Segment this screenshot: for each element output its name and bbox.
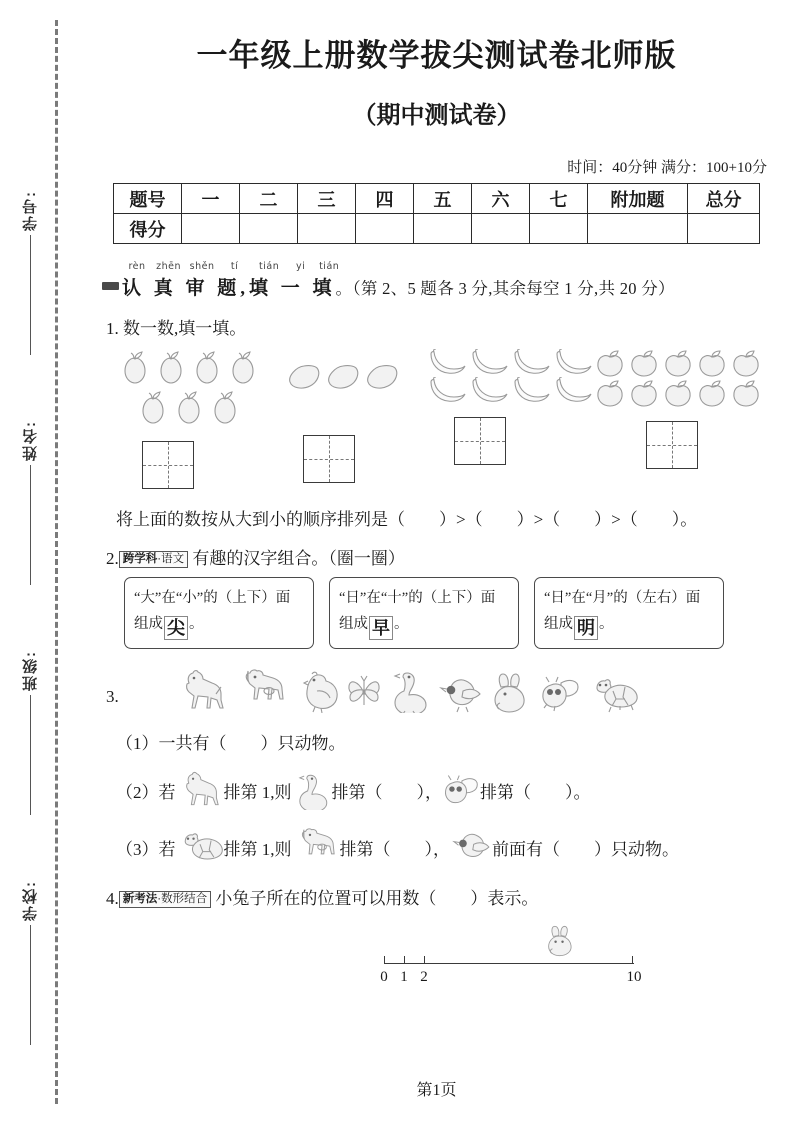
write-rule bbox=[30, 695, 31, 815]
score-cell[interactable] bbox=[298, 214, 356, 244]
margin-field-name bbox=[8, 420, 52, 585]
hanzi-result-char: 明 bbox=[574, 616, 598, 640]
pinyin-syllable: tián bbox=[319, 261, 340, 272]
bee-icon bbox=[442, 771, 480, 809]
apple-icon bbox=[628, 379, 661, 407]
score-cell[interactable] bbox=[472, 214, 530, 244]
number-line-label-10: 10 bbox=[626, 969, 642, 985]
banana-icon bbox=[470, 377, 510, 403]
mango-icon bbox=[287, 363, 323, 391]
number-line-label-0: 0 bbox=[380, 969, 388, 985]
hanzi-card[interactable] bbox=[329, 577, 519, 649]
pinyin-syllable: zhēn bbox=[156, 261, 181, 272]
q1-answer-box-mango[interactable] bbox=[303, 435, 355, 483]
table-row bbox=[114, 214, 760, 244]
number-line[interactable] bbox=[380, 963, 642, 985]
margin-field-label: 学号: bbox=[21, 190, 39, 231]
q3-animal-row bbox=[175, 667, 639, 713]
question-text: 有趣的汉字组合。（圈一圈） bbox=[192, 549, 405, 568]
q3-sub-1 bbox=[116, 729, 775, 754]
q3-sub-2 bbox=[116, 770, 775, 810]
number-line-tick bbox=[632, 956, 633, 964]
number-line-label-1: 1 bbox=[400, 969, 408, 985]
fruit-row bbox=[118, 349, 273, 387]
bird-icon bbox=[450, 830, 492, 864]
score-cell[interactable] bbox=[688, 214, 760, 244]
page-title: 一年级上册数学拔尖测试卷北师版 bbox=[196, 38, 677, 73]
chicken-icon bbox=[295, 669, 341, 713]
banana-icon bbox=[470, 349, 510, 375]
table-row bbox=[114, 184, 760, 214]
fruit-row bbox=[594, 349, 763, 377]
hanzi-result-char: 早 bbox=[369, 616, 393, 640]
sub-label: （1） bbox=[116, 734, 159, 753]
margin-field-label: 姓名: bbox=[21, 420, 39, 461]
horse-icon bbox=[176, 771, 224, 809]
question-1 bbox=[106, 314, 775, 530]
left-margin bbox=[0, 0, 80, 1122]
sub-mid-2[interactable]: 排第（ ）， bbox=[339, 839, 450, 859]
fruit-group-apple bbox=[594, 349, 763, 489]
exam-meta: 时间：40分钟 满分：100+10分 bbox=[567, 160, 767, 176]
pear-icon bbox=[136, 389, 170, 427]
score-cell[interactable] bbox=[182, 214, 240, 244]
question-4 bbox=[106, 884, 775, 1001]
sub-prefix: 若 bbox=[158, 839, 176, 859]
fruit-row bbox=[428, 377, 594, 403]
apple-icon bbox=[696, 349, 729, 377]
question-number: 4. bbox=[106, 889, 119, 908]
pear-icon bbox=[226, 349, 260, 387]
number-line-axis bbox=[380, 963, 642, 985]
banana-icon bbox=[554, 349, 594, 375]
mango-icon bbox=[326, 363, 362, 391]
hanzi-card-prefix: “日”在“十”的（上下）面组成 bbox=[339, 590, 496, 632]
score-table-col-extra: 附加题 bbox=[588, 184, 688, 214]
exam-page bbox=[80, 0, 793, 1122]
question-text: 数一数,填一填。 bbox=[123, 319, 247, 338]
apple-icon bbox=[628, 349, 661, 377]
fruit-group-mango bbox=[273, 349, 428, 489]
hanzi-card-suffix: 。 bbox=[394, 616, 409, 632]
turtle-icon bbox=[587, 675, 639, 713]
fruit-row bbox=[136, 389, 273, 427]
goose-icon bbox=[387, 667, 431, 713]
banana-icon bbox=[428, 349, 468, 375]
sub-mid-3[interactable]: 前面有（ ）只动物。 bbox=[492, 839, 679, 859]
apple-icon bbox=[730, 379, 763, 407]
margin-field-student-id bbox=[8, 190, 52, 355]
score-table-col-1: 一 bbox=[182, 184, 240, 214]
badge-bold-text: 新考法 bbox=[122, 893, 158, 905]
sub-label: （3） bbox=[116, 839, 159, 859]
cross-subject-badge bbox=[119, 551, 188, 568]
goose-icon bbox=[292, 770, 332, 810]
pear-icon bbox=[190, 349, 224, 387]
score-cell[interactable] bbox=[588, 214, 688, 244]
question-number: 1. bbox=[106, 319, 119, 338]
q4-number-line-wrap bbox=[106, 915, 775, 1001]
mango-icon bbox=[365, 363, 401, 391]
fruit-row bbox=[428, 349, 594, 375]
write-rule bbox=[30, 235, 31, 355]
question-text[interactable]: 小兔子所在的位置可以用数（ ）表示。 bbox=[215, 889, 539, 908]
number-line-tick bbox=[404, 956, 405, 964]
page-subtitle: （期中测试卷） bbox=[352, 103, 521, 129]
fruit-group-pear bbox=[118, 349, 273, 489]
sub-prefix: 若 bbox=[158, 782, 176, 802]
apple-icon bbox=[662, 379, 695, 407]
cow-icon bbox=[235, 669, 289, 713]
bee-icon bbox=[539, 673, 581, 713]
pear-icon bbox=[154, 349, 188, 387]
badge-bold-text: 跨学科 bbox=[122, 553, 158, 565]
q1-fruit-groups bbox=[118, 349, 763, 489]
pear-icon bbox=[118, 349, 152, 387]
q1-answer-box-pear[interactable] bbox=[142, 441, 194, 489]
horse-icon bbox=[175, 669, 229, 713]
sub-mid-1: 排第 1,则 bbox=[223, 839, 292, 859]
pinyin-syllable: tí bbox=[230, 261, 239, 272]
score-table-col-total: 总分 bbox=[688, 184, 760, 214]
sub-text[interactable]: 一共有（ ）只动物。 bbox=[158, 734, 346, 753]
hanzi-card-prefix: “日”在“月”的（左右）面组成 bbox=[544, 590, 701, 632]
score-cell[interactable] bbox=[356, 214, 414, 244]
score-table-col-6: 六 bbox=[472, 184, 530, 214]
score-table-col-5: 五 bbox=[414, 184, 472, 214]
score-table-col-7: 七 bbox=[530, 184, 588, 214]
pinyin-syllable: yi bbox=[296, 261, 306, 272]
margin-dashed-divider bbox=[55, 20, 58, 1104]
rabbit-icon bbox=[544, 921, 578, 961]
section-title: 认 真 审 题,填 一 填 bbox=[122, 278, 336, 299]
bird-icon bbox=[437, 675, 483, 713]
number-line-tick bbox=[384, 956, 385, 964]
q3-sub-3 bbox=[116, 828, 775, 866]
margin-field-school bbox=[8, 880, 52, 1045]
hanzi-card[interactable] bbox=[124, 577, 314, 649]
q1-order-line[interactable]: 将上面的数按从大到小的顺序排列是（ ）>（ ）>（ ）>（ ）。 bbox=[116, 510, 698, 529]
hanzi-card-prefix: “大”在“小”的（上下）面组成 bbox=[134, 590, 291, 632]
score-table-row-label: 得分 bbox=[114, 214, 182, 244]
pinyin-syllable: rèn bbox=[128, 261, 146, 272]
banana-icon bbox=[512, 349, 552, 375]
q1-answer-box-apple[interactable] bbox=[646, 421, 698, 469]
score-cell[interactable] bbox=[414, 214, 472, 244]
banana-icon bbox=[512, 377, 552, 403]
section-scoring-note: 。（第 2、5 题各 3 分,其余每空 1 分,共 20 分） bbox=[335, 279, 675, 298]
question-2 bbox=[106, 544, 775, 649]
pinyin-annotation bbox=[124, 260, 775, 273]
new-method-badge bbox=[119, 891, 211, 908]
hanzi-card-suffix: 。 bbox=[599, 616, 614, 632]
banana-icon bbox=[554, 377, 594, 403]
section-marker-icon bbox=[102, 282, 119, 290]
page-footer: 第1页 bbox=[416, 1082, 457, 1099]
margin-field-label: 学校: bbox=[21, 880, 39, 921]
number-line-tick bbox=[424, 956, 425, 964]
pear-icon bbox=[208, 389, 242, 427]
sub-label: （2） bbox=[116, 782, 159, 802]
score-table bbox=[113, 183, 760, 244]
fruit-row bbox=[287, 363, 428, 391]
margin-field-label: 班级: bbox=[21, 650, 39, 691]
apple-icon bbox=[594, 349, 627, 377]
score-cell[interactable] bbox=[240, 214, 298, 244]
q1-answer-box-banana[interactable] bbox=[454, 417, 506, 465]
question-3 bbox=[106, 661, 775, 866]
rabbit-icon bbox=[489, 673, 533, 713]
badge-rest-text: ·数形结合 bbox=[157, 893, 208, 905]
apple-icon bbox=[594, 379, 627, 407]
write-rule bbox=[30, 465, 31, 585]
sub-mid-2[interactable]: 排第（ ）， bbox=[331, 782, 442, 802]
pinyin-syllable: shěn bbox=[189, 261, 215, 272]
apple-icon bbox=[730, 349, 763, 377]
pinyin-syllable: tián bbox=[259, 261, 280, 272]
score-table-col-2: 二 bbox=[240, 184, 298, 214]
turtle-icon bbox=[176, 829, 224, 865]
hanzi-card[interactable] bbox=[534, 577, 724, 649]
section-header-1 bbox=[102, 260, 775, 300]
score-cell[interactable] bbox=[530, 214, 588, 244]
q2-cards bbox=[124, 577, 724, 649]
hanzi-result-char: 尖 bbox=[164, 616, 188, 640]
write-rule bbox=[30, 925, 31, 1045]
badge-rest-text: ·语文 bbox=[157, 553, 185, 565]
apple-icon bbox=[662, 349, 695, 377]
rabbit-marker bbox=[544, 921, 578, 961]
number-line-label-2: 2 bbox=[420, 969, 428, 985]
score-table-col-3: 三 bbox=[298, 184, 356, 214]
margin-field-class bbox=[8, 650, 52, 815]
sub-mid-3[interactable]: 排第（ ）。 bbox=[480, 782, 591, 802]
score-table-row-label: 题号 bbox=[114, 184, 182, 214]
question-number: 3. bbox=[106, 687, 119, 706]
question-number: 2. bbox=[106, 549, 119, 568]
cow-icon bbox=[292, 828, 340, 866]
fruit-row bbox=[594, 379, 763, 407]
sub-mid-1: 排第 1,则 bbox=[223, 782, 292, 802]
banana-icon bbox=[428, 377, 468, 403]
butterfly-icon bbox=[347, 673, 381, 713]
fruit-group-banana bbox=[428, 349, 594, 489]
hanzi-card-suffix: 。 bbox=[189, 616, 204, 632]
pear-icon bbox=[172, 389, 206, 427]
score-table-col-4: 四 bbox=[356, 184, 414, 214]
apple-icon bbox=[696, 379, 729, 407]
